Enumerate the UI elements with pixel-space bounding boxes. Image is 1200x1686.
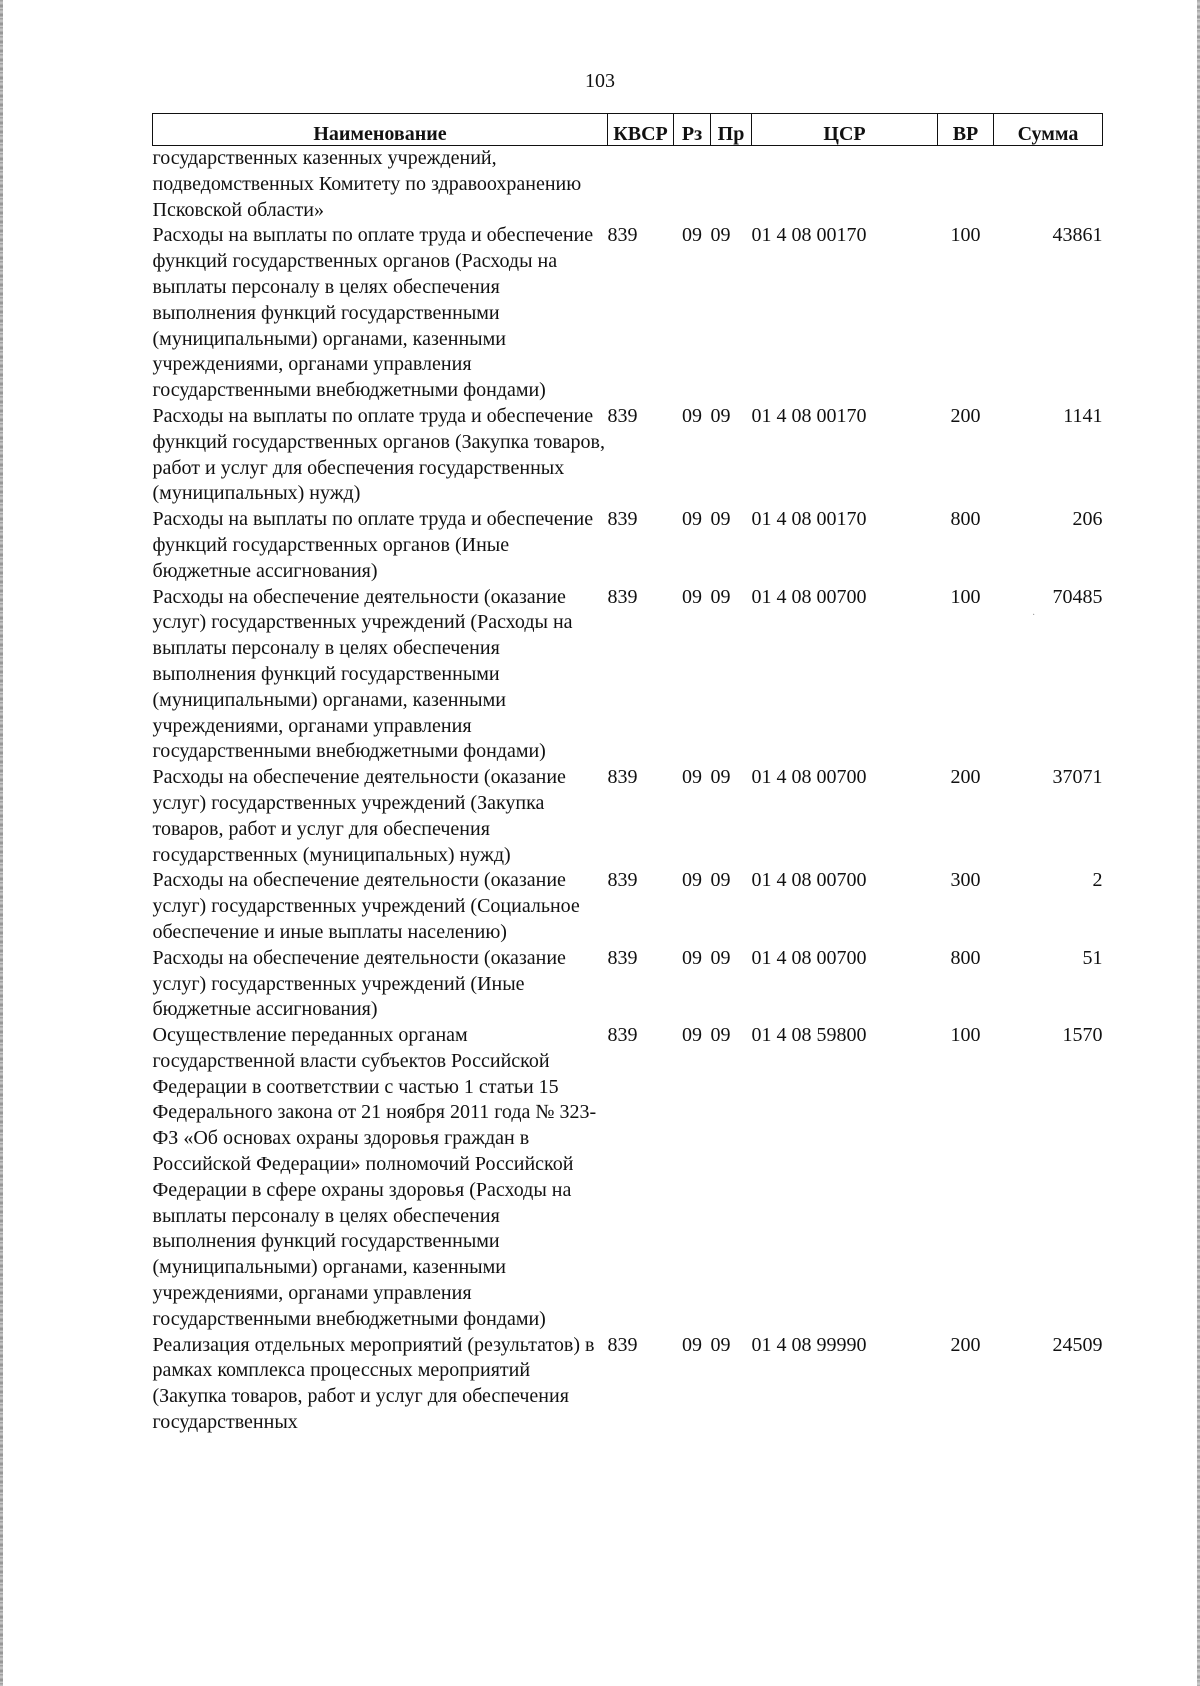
row-csr: 01 4 08 00170 — [751, 404, 867, 427]
row-name: Расходы на выплаты по оплате труда и обеспечение функций государственных органов (Иные бюджетные ассигнования) — [152, 508, 594, 582]
row-rz: 09 — [682, 869, 702, 892]
row-name: Реализация отдельных мероприятий (результатов) в рамках комплекса процессных мероприятий (Закупка товаров, работ и услуг для обеспечения государственных — [152, 1333, 595, 1434]
row-vr: 300 — [950, 869, 981, 892]
row-sum: 51 — [1082, 946, 1103, 969]
row-csr: 01 4 08 00700 — [751, 585, 867, 608]
continuation-text: государственных казенных учреждений, подведомственных Комитету по здравоохранению Псковской области» — [152, 147, 582, 221]
row-name: Расходы на обеспечение деятельности (оказание услуг) государственных учреждений (Закупка товаров, работ и услуг для обеспечения государственных (муниципальных) нужд) — [152, 766, 566, 866]
row-rz: 09 — [682, 946, 702, 969]
row-rz: 09 — [682, 224, 702, 247]
header-rz: Рз — [674, 114, 711, 146]
row-rz: 09 — [682, 404, 702, 427]
row-rz: 09 — [682, 766, 702, 789]
table-header — [153, 114, 1103, 146]
row-sum: 206 — [1072, 508, 1103, 531]
continuation-row — [153, 146, 1103, 224]
table-row — [153, 223, 1103, 404]
table-row — [153, 404, 1103, 507]
table-row — [153, 868, 1103, 945]
row-rz: 09 — [682, 1333, 702, 1356]
header-sum: Сумма — [994, 114, 1103, 146]
row-rz: 09 — [682, 585, 702, 608]
row-sum: 1570 — [1062, 1024, 1103, 1047]
row-kvsr: 839 — [607, 1024, 638, 1047]
row-rz: 09 — [682, 1024, 702, 1047]
row-vr: 200 — [950, 1333, 981, 1356]
header-csr: ЦСР — [752, 114, 938, 146]
row-pr: 09 — [710, 1333, 731, 1356]
row-csr: 01 4 08 00170 — [751, 224, 867, 247]
row-name: Расходы на обеспечение деятельности (оказание услуг) государственных учреждений (Расходы на выплаты персоналу в целях обеспечения выполнения функций государственными (муниципальными) органами, казенными учреждениями, органами управления государственными внебюджетными фондами) — [152, 585, 573, 763]
table-row — [153, 1333, 1103, 1436]
row-pr: 09 — [710, 869, 731, 892]
row-vr: 100 — [950, 224, 981, 247]
row-name: Расходы на выплаты по оплате труда и обеспечение функций государственных органов (Расходы на выплаты персоналу в целях обеспечения выполнения функций государственными (муниципальными) органами, казенными учреждениями, органами управления государственными внебюджетными фондами) — [152, 224, 594, 402]
row-kvsr: 839 — [607, 946, 638, 969]
row-vr: 100 — [950, 1024, 981, 1047]
row-sum: 37071 — [1052, 766, 1103, 789]
header-vr: ВР — [938, 114, 994, 146]
row-pr: 09 — [710, 585, 731, 608]
row-vr: 100 — [950, 585, 981, 608]
row-kvsr: 839 — [607, 404, 638, 427]
header-row — [153, 114, 1103, 146]
scan-edge-left — [0, 0, 3, 1686]
table-row — [153, 765, 1103, 868]
header-kvsr: КВСР — [608, 114, 674, 146]
row-vr: 200 — [950, 404, 981, 427]
table-body — [153, 146, 1103, 1436]
row-sum: 43861 — [1052, 224, 1103, 247]
row-pr: 09 — [710, 224, 731, 247]
row-pr: 09 — [710, 946, 731, 969]
row-kvsr: 839 — [607, 508, 638, 531]
row-name: Расходы на выплаты по оплате труда и обеспечение функций государственных органов (Закупка товаров, работ и услуг для обеспечения государственных (муниципальных) нужд) — [152, 404, 605, 505]
row-vr: 200 — [950, 766, 981, 789]
scan-speck: · — [1032, 610, 1036, 621]
row-csr: 01 4 08 00170 — [751, 508, 867, 531]
header-pr: Пр — [711, 114, 752, 146]
row-pr: 09 — [710, 766, 731, 789]
row-csr: 01 4 08 00700 — [751, 946, 867, 969]
row-vr: 800 — [950, 946, 981, 969]
row-sum: 70485 — [1052, 585, 1103, 608]
header-name: Наименование — [153, 114, 608, 146]
row-sum: 24509 — [1052, 1333, 1103, 1356]
row-csr: 01 4 08 99990 — [751, 1333, 867, 1356]
row-kvsr: 839 — [607, 224, 638, 247]
row-rz: 09 — [682, 508, 702, 531]
row-sum: 2 — [1092, 869, 1103, 892]
row-kvsr: 839 — [607, 869, 638, 892]
budget-sheet — [152, 113, 1102, 1436]
table-row — [153, 1023, 1103, 1333]
row-kvsr: 839 — [607, 1333, 638, 1356]
row-kvsr: 839 — [607, 585, 638, 608]
page-number: 103 — [585, 70, 615, 92]
table-row — [153, 585, 1103, 766]
row-kvsr: 839 — [607, 766, 638, 789]
row-csr: 01 4 08 00700 — [751, 766, 867, 789]
row-vr: 800 — [950, 508, 981, 531]
row-name: Осуществление переданных органам государственной власти субъектов Российской Федерации в соответствии с частью 1 статьи 15 Федерального закона от 21 ноября 2011 года № 323-ФЗ «Об основах охраны здоровья граждан в Российской Федерации» полномочий Российской Федерации в сфере охраны здоровья (Расходы на выплаты персоналу в целях обеспечения выполнения функций государственными (муниципальными) органами, казенными учреждениями, органами управления государственными внебюджетными фондами) — [152, 1024, 597, 1330]
row-pr: 09 — [710, 1024, 731, 1047]
row-sum: 1141 — [1063, 404, 1103, 427]
row-pr: 09 — [710, 404, 731, 427]
row-csr: 01 4 08 59800 — [751, 1024, 867, 1047]
row-pr: 09 — [710, 508, 731, 531]
row-csr: 01 4 08 00700 — [751, 869, 867, 892]
table-row — [153, 507, 1103, 584]
row-name: Расходы на обеспечение деятельности (оказание услуг) государственных учреждений (Социальное обеспечение и иные выплаты населению) — [152, 869, 580, 943]
row-name: Расходы на обеспечение деятельности (оказание услуг) государственных учреждений (Иные бюджетные ассигнования) — [152, 946, 566, 1021]
budget-table — [152, 113, 1103, 1436]
table-row — [153, 946, 1103, 1023]
